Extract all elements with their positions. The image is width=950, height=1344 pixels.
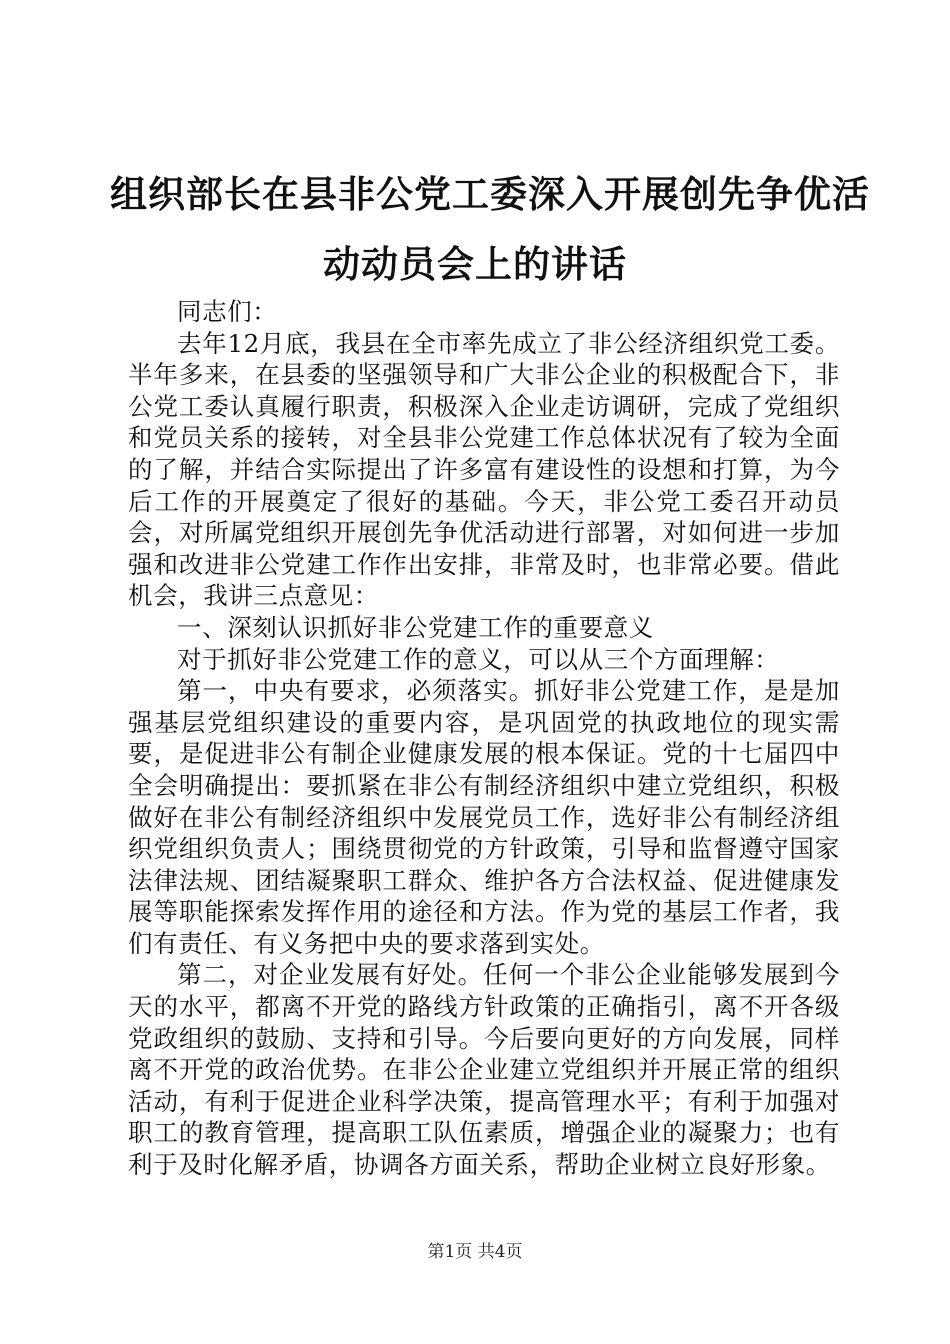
intro-paragraph: 去年12月底，我县在全市率先成立了非公经济组织党工委。半年多来，在县委的坚强领导和广大非公企业的积极配合下，非公党工委认真履行职责，积极深入企业走访调研，完成了党组织和党员关系的接转，对全县非公党建工作总体状况有了较为全面的了解，并结合实际提出了许多富有建设性的设想和打算，为今后工作的开展奠定了很好的基础。今天，非公党工委召开动员会，对所属党组织开展创先争优活动进行部署，对如何进一步加强和改进非公党建工作作出安排，非常及时，也非常必要。借此机会，我讲三点意见：: [128, 328, 840, 611]
point-2-paragraph: 第二，对企业发展有好处。任何一个非公企业能够发展到今天的水平，都离不开党的路线方针政策的正确指引，离不开各级党政组织的鼓励、支持和引导。今后要向更好的方向发展，同样离不开党的政治优势。在非公企业建立党组织并开展正常的组织活动，有利于促进企业科学决策，提高管理水平；有利于加强对职工的教育管理，提高职工队伍素质，增强企业的凝聚力；也有利于及时化解矛盾，协调各方面关系，帮助企业树立良好形象。: [128, 960, 840, 1180]
section-intro-paragraph: 对于抓好非公党建工作的意义，可以从三个方面理解：: [177, 644, 780, 674]
document-title: [110, 160, 870, 300]
title-line-1: 组织部长在县非公党工委深入开展创先争优活: [110, 173, 870, 216]
salutation: 同志们：: [177, 297, 278, 326]
page-number-footer: 第1页 共4页: [427, 1242, 523, 1262]
section-heading-1: 一、深刻认识抓好非公党建工作的重要意义: [177, 612, 654, 642]
point-1-paragraph: 第一，中央有要求，必须落实。抓好非公党建工作，是是加强基层党组织建设的重要内容，是巩固党的执政地位的现实需要，是促进非公有制企业健康发展的根本保证。党的十七届四中全会明确提出：要抓紧在非公有制经济组织中建立党组织，积极做好在非公有制经济组织中发展党员工作，选好非公有制经济组织党组织负责人；围绕贯彻党的方针政策，引导和监督遵守国家法律法规、团结凝聚职工群众、维护各方合法权益、促进健康发展等职能探索发挥作用的途径和方法。作为党的基层工作者，我们有责任、有义务把中央的要求落到实处。: [128, 676, 840, 958]
title-line-2: 动动员会上的讲话: [323, 243, 627, 286]
document-body: [128, 296, 840, 1181]
